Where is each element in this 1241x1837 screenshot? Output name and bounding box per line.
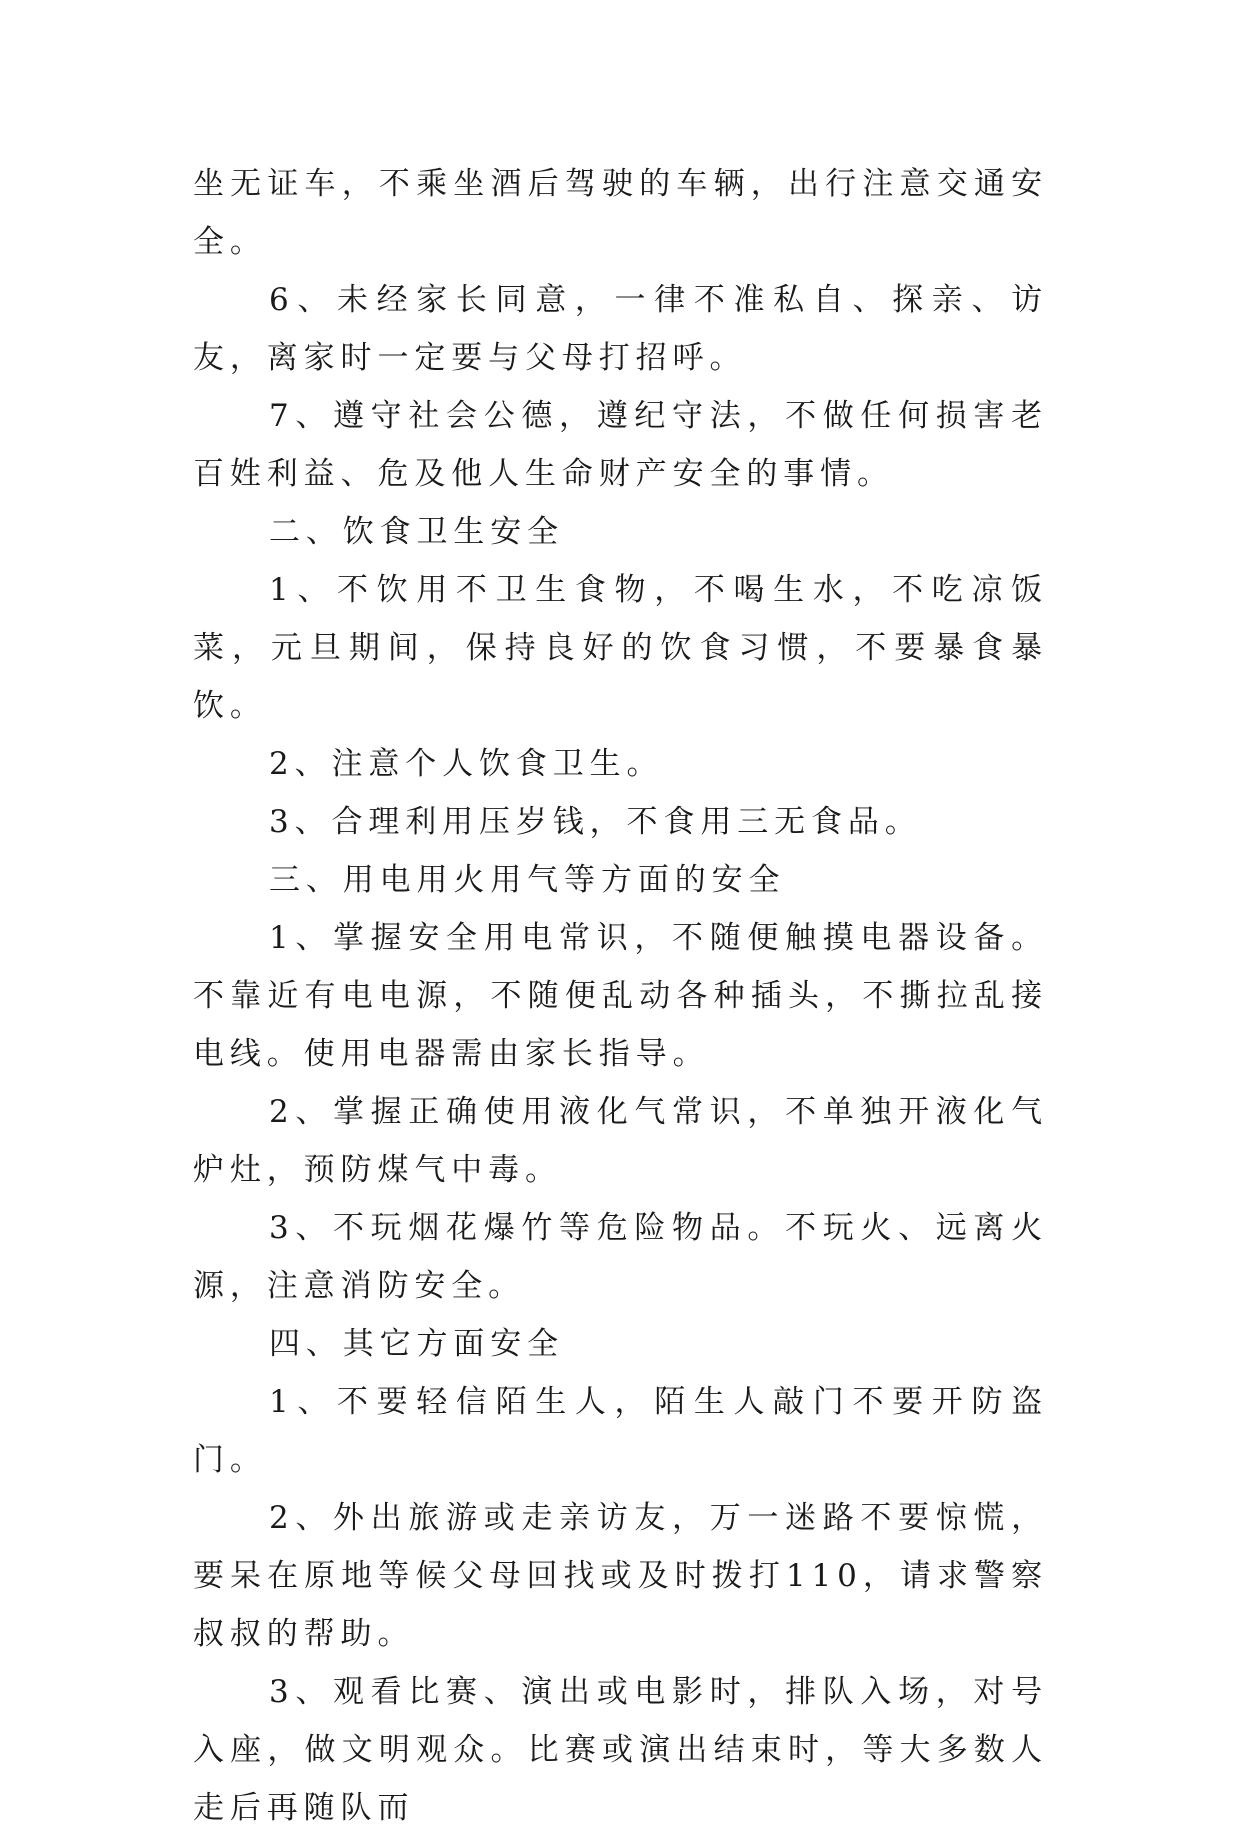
paragraph-item-7: 7、遵守社会公德，遵纪守法，不做任何损害老百姓利益、危及他人生命财产安全的事情。 bbox=[193, 398, 1048, 492]
section-heading-utility-safety: 三、用电用火用气等方面的安全 bbox=[268, 862, 786, 898]
paragraph-other-1: 1、不要轻信陌生人，陌生人敲门不要开防盗门。 bbox=[193, 1384, 1048, 1478]
section-heading-food-safety: 二、饮食卫生安全 bbox=[268, 514, 565, 550]
paragraph-other-2: 2、外出旅游或走亲访友，万一迷路不要惊慌，要呆在原地等候父母回找或及时拨打110，请求警察叔叔的帮助。 bbox=[193, 1500, 1048, 1652]
paragraph-food-3: 3、合理利用压岁钱，不食用三无食品。 bbox=[268, 804, 922, 840]
paragraph-utility-1: 1、掌握安全用电常识，不随便触摸电器设备。不靠近有电电源，不随便乱动各种插头，不撕拉乱接电线。使用电器需由家长指导。 bbox=[193, 920, 1048, 1072]
paragraph-food-1: 1、不饮用不卫生食物，不喝生水，不吃凉饭菜，元旦期间，保持良好的饮食习惯，不要暴食暴饮。 bbox=[193, 572, 1048, 724]
paragraph-item-6: 6、未经家长同意，一律不准私自、探亲、访友，离家时一定要与父母打招呼。 bbox=[193, 282, 1048, 376]
paragraph-utility-3: 3、不玩烟花爆竹等危险物品。不玩火、远离火源，注意消防安全。 bbox=[193, 1210, 1048, 1304]
paragraph-continuation: 坐无证车，不乘坐酒后驾驶的车辆，出行注意交通安全。 bbox=[193, 166, 1048, 260]
paragraph-other-3: 3、观看比赛、演出或电影时，排队入场，对号入座，做文明观众。比赛或演出结束时，等大多数人走后再随队而 bbox=[193, 1674, 1048, 1826]
paragraph-utility-2: 2、掌握正确使用液化气常识，不单独开液化气炉灶，预防煤气中毒。 bbox=[193, 1094, 1048, 1188]
document-body bbox=[193, 155, 1048, 1837]
paragraph-food-2: 2、注意个人饮食卫生。 bbox=[268, 746, 664, 782]
section-heading-other-safety: 四、其它方面安全 bbox=[268, 1326, 565, 1362]
